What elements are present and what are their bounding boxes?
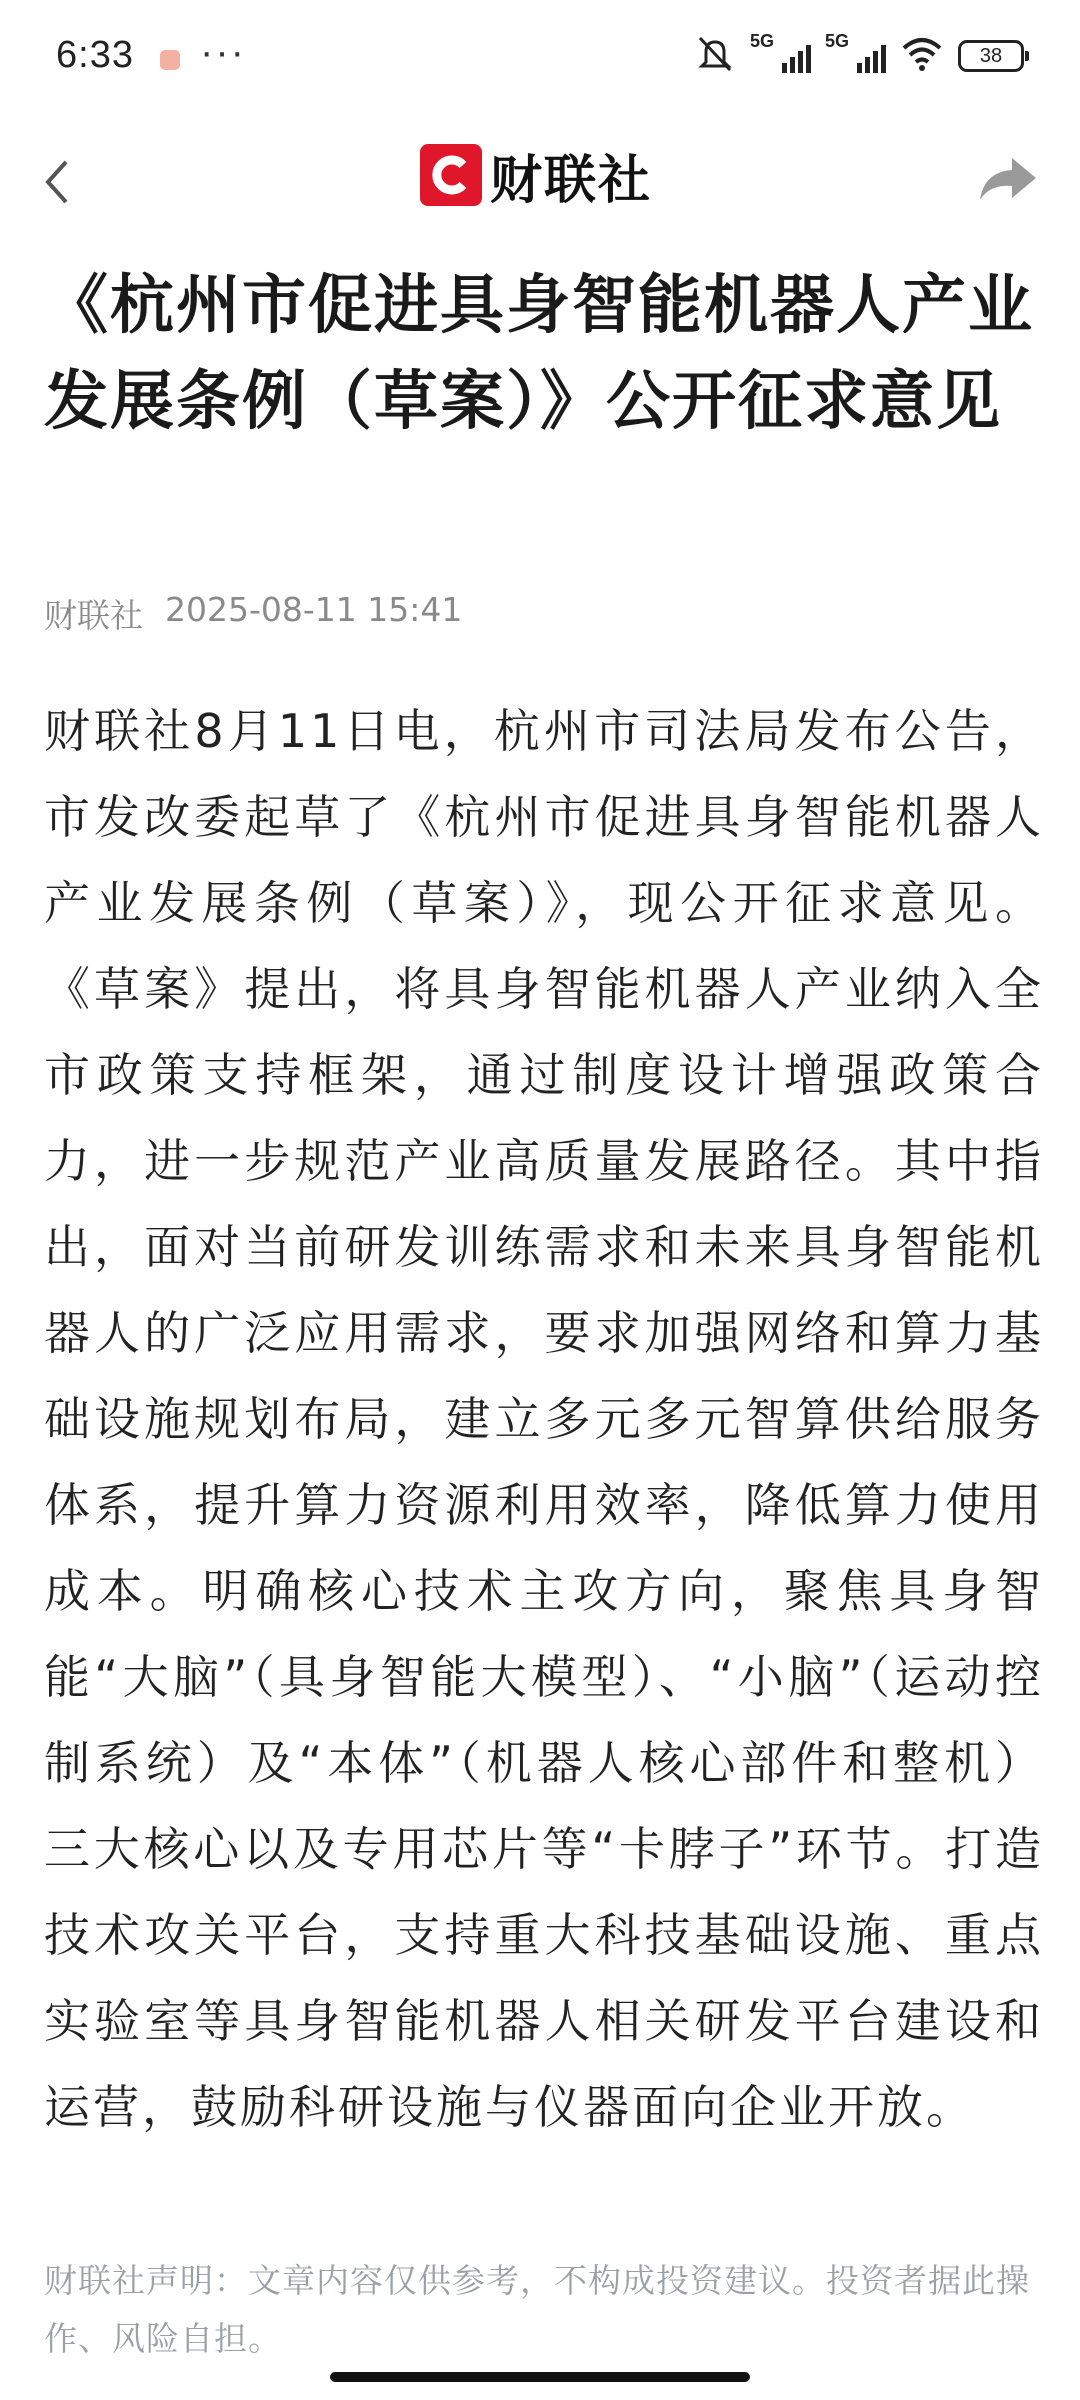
- article-body: 财联社8月11日电，杭州市司法局发布公告，市发改委起草了《杭州市促进具身智能机器人产业发展条例（草案）》，现公开征求意见。《草案》提出，将具身智能机器人产业纳入全市政策支持框架，通过制度设计增强政策合力，进一步规范产业高质量发展路径。其中指出，面对当前研发训练需求和未来具身智能机器人的广泛应用需求，要求加强网络和算力基础设施规划布局，建立多元多元智算供给服务体系，提升算力资源利用效率，降低算力使用成本。明确核心技术主攻方向，聚焦具身智能“大脑”（具身智能大模型）、“小脑”（运动控制系统）及“本体”（机器人核心部件和整机）三大核心以及专用芯片等“卡脖子”环节。打造技术攻关平台，支持重大科技基础设施、重点实验室等具身智能机器人相关研发平台建设和运营，鼓励科研设施与仪器面向企业开放。: [44, 704, 1044, 2134]
- brand-logo-icon: [420, 144, 482, 206]
- status-time: 6:33: [56, 34, 134, 76]
- status-icons: [694, 31, 1024, 78]
- article-title: 《杭州市促进具身智能机器人产业发展条例（草案）》公开征求意见: [44, 269, 1034, 439]
- article-meta: [44, 590, 462, 637]
- share-button[interactable]: [976, 150, 1040, 210]
- brand-name: 财联社: [490, 149, 653, 211]
- article-source: 财联社: [44, 596, 143, 635]
- notification-icon: [160, 50, 180, 70]
- home-indicator[interactable]: [330, 2372, 750, 2382]
- share-icon: [976, 150, 1040, 210]
- nav-bar: [0, 120, 1080, 250]
- mute-icon: [694, 34, 736, 78]
- brand-logo: [420, 140, 652, 210]
- signal-type-label: 5G: [825, 31, 850, 51]
- status-bar: [0, 0, 1080, 120]
- battery-icon: 38: [958, 40, 1024, 72]
- wifi-icon: [900, 36, 944, 76]
- article-disclaimer: 财联社声明：文章内容仅供参考，不构成投资建议。投资者据此操作、风险自担。: [44, 2261, 1030, 2358]
- signal-type-label: 5G: [750, 31, 775, 51]
- signal-icon: [825, 31, 886, 73]
- article-datetime: 2025-08-11 15:41: [165, 590, 463, 629]
- back-button[interactable]: [30, 140, 90, 220]
- signal-icon: [750, 31, 811, 73]
- back-icon: [30, 140, 90, 220]
- more-notifications-indicator: ···: [200, 30, 246, 74]
